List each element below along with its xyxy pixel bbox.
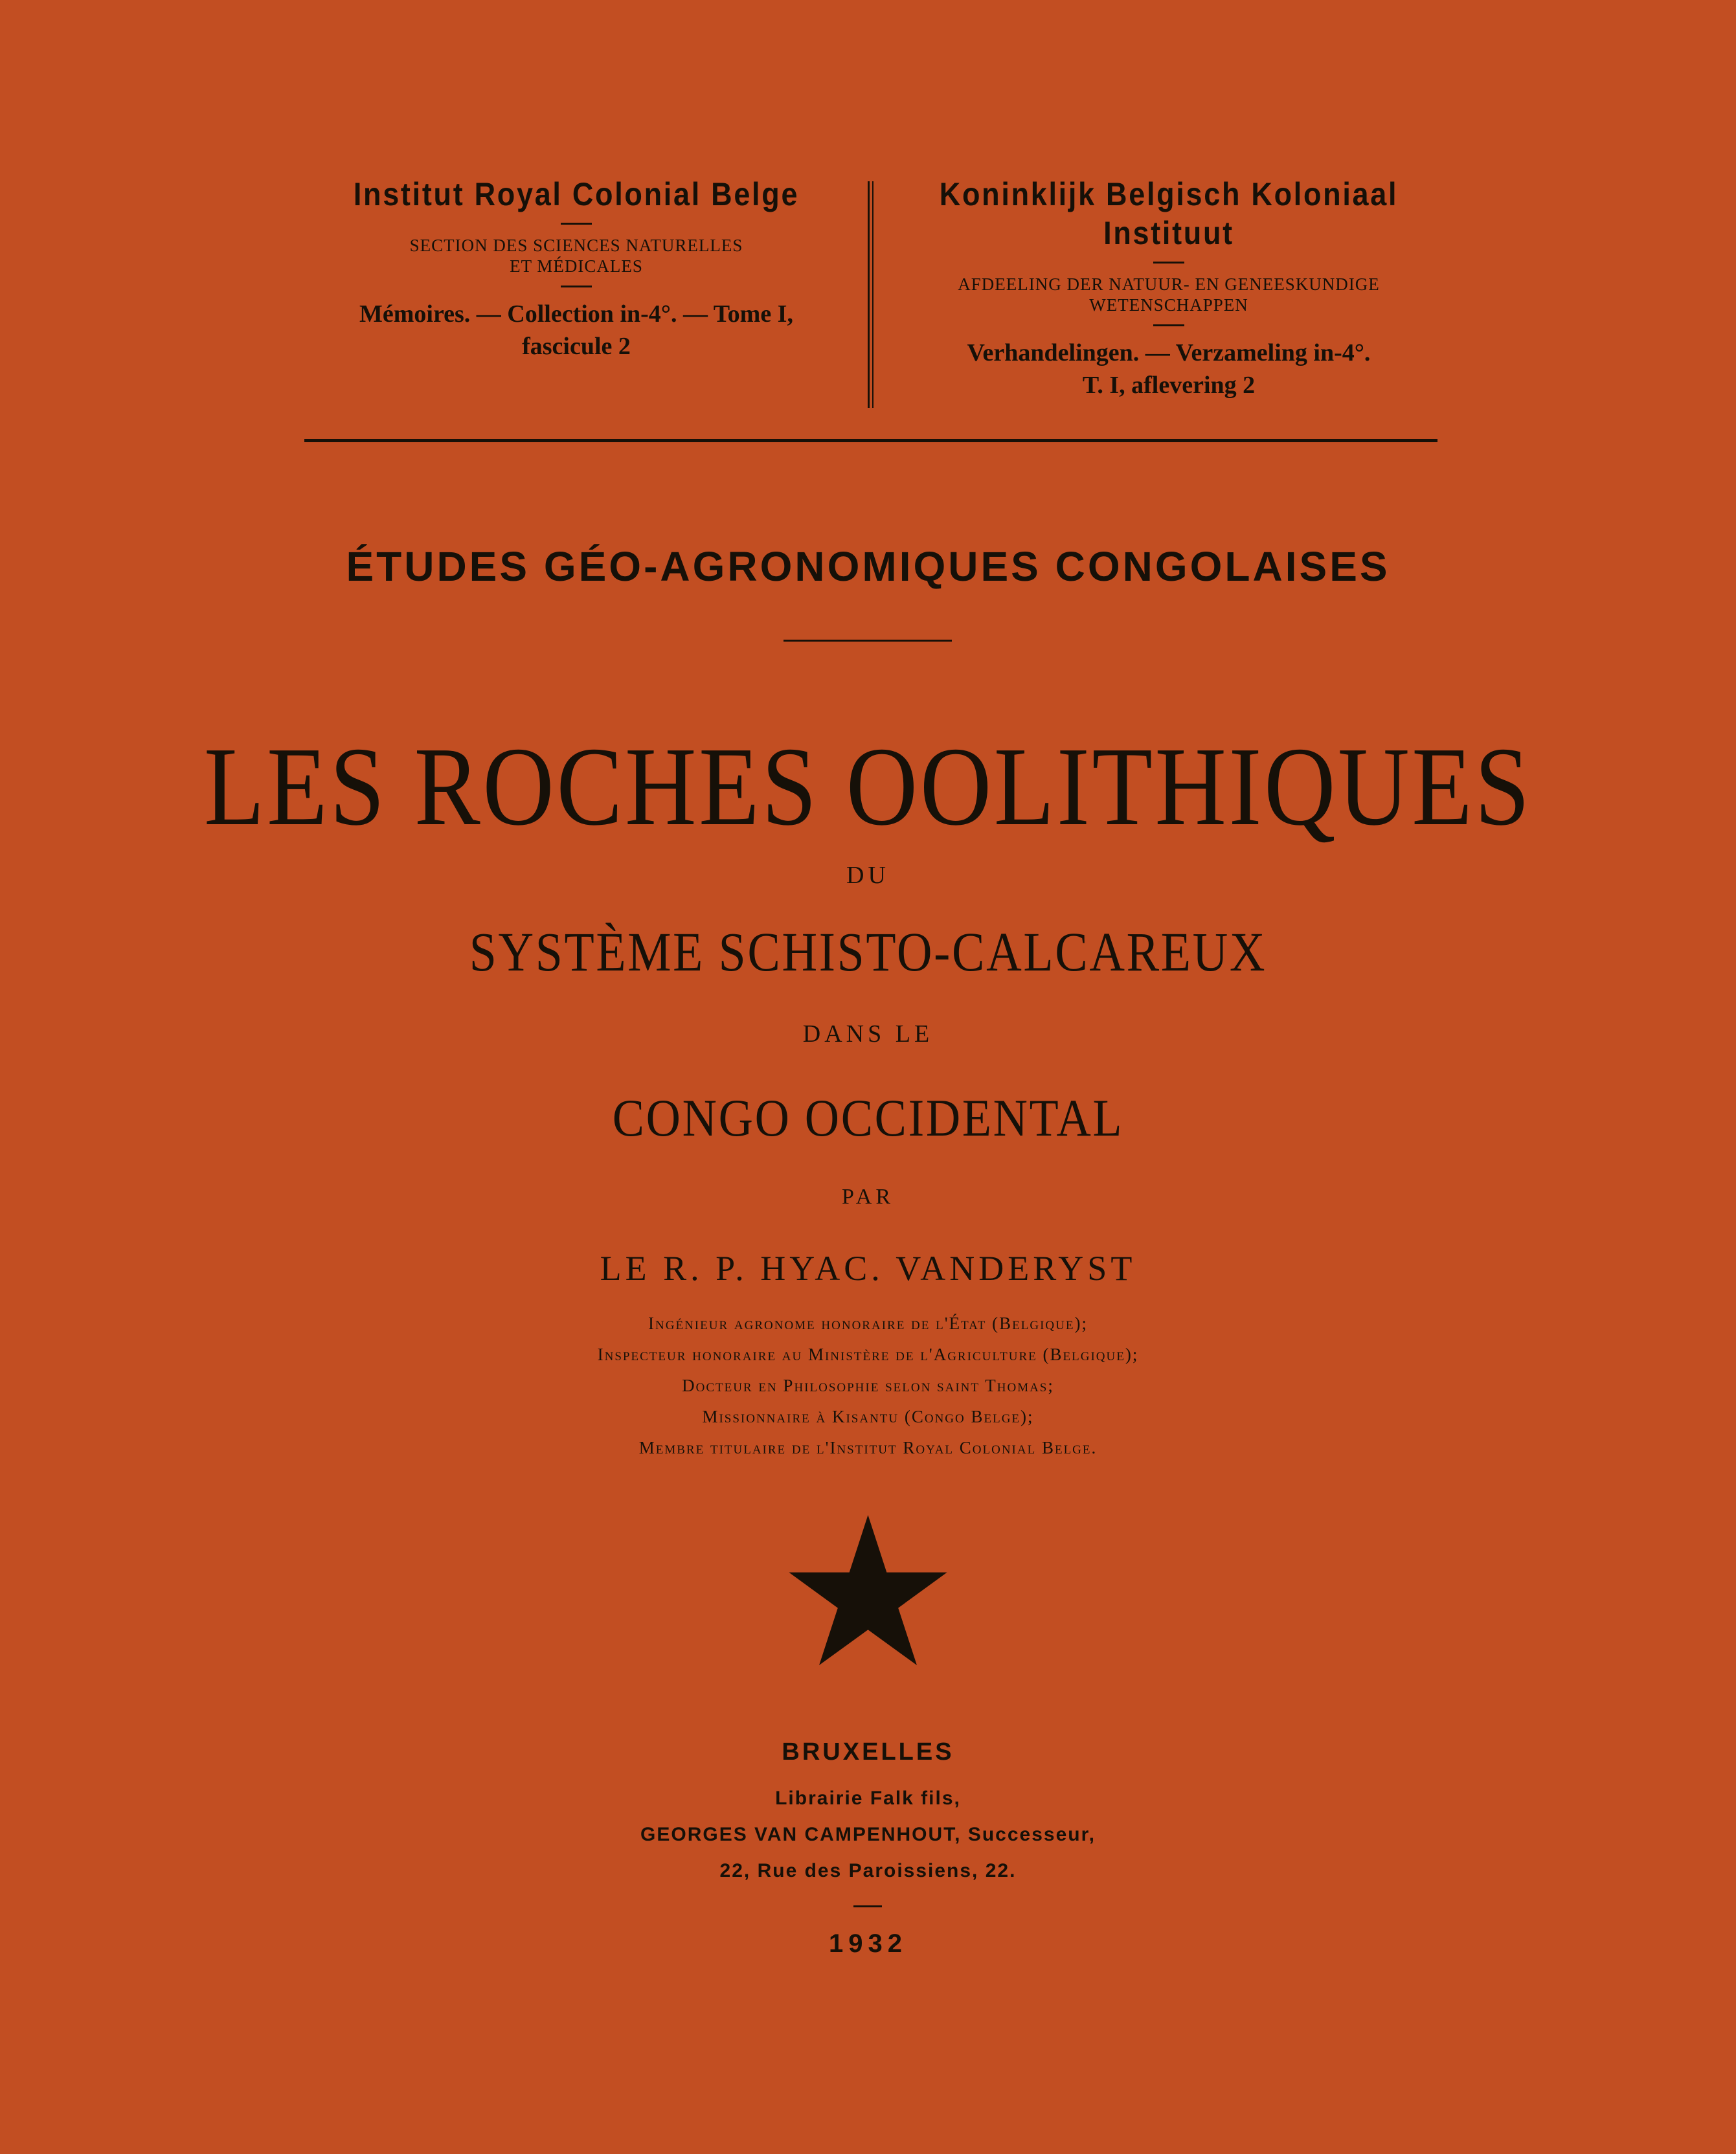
publisher-line-1: Librairie Falk fils, [775, 1788, 961, 1809]
series-line-1-fr: Mémoires. — Collection in-4°. — Tome I, [359, 300, 793, 328]
divider [561, 223, 592, 225]
publisher-line-2: GEORGES VAN CAMPENHOUT, Successeur, [640, 1824, 1096, 1845]
series-title: ÉTUDES GÉO-AGRONOMIQUES CONGOLAISES [346, 543, 1390, 590]
qualification-line: Docteur en Philosophie selon saint Thomas; [682, 1376, 1054, 1395]
institute-name-fr: Institut Royal Colonial Belge [353, 176, 800, 212]
author-name: LE R. P. HYAC. VANDERYST [600, 1249, 1136, 1288]
title-line-2: SYSTÈME SCHISTO-CALCAREUX [469, 921, 1267, 983]
section-line-1-fr: SECTION DES SCIENCES NATURELLES [409, 236, 743, 255]
series-line-1-nl: Verhandelingen. — Verzameling in-4°. [967, 339, 1371, 366]
column-divider [868, 181, 870, 408]
divider [561, 286, 592, 287]
series-line-2-fr: fascicule 2 [522, 333, 631, 360]
star-icon [789, 1515, 947, 1665]
series-line-2-nl: T. I, aflevering 2 [1082, 372, 1256, 399]
section-line-2-nl: WETENSCHAPPEN [1089, 295, 1248, 315]
section-line-2-fr: ET MÉDICALES [510, 256, 643, 276]
title-dans-le: DANS LE [802, 1020, 934, 1048]
qualification-line: Inspecteur honoraire au Ministère de l'Agriculture (Belgique); [597, 1345, 1139, 1364]
divider [1153, 262, 1184, 264]
qualification-line: Ingénieur agronome honoraire de l'État (Belgique); [648, 1314, 1088, 1333]
publisher-line-3: 22, Rue des Paroissiens, 22. [719, 1860, 1017, 1881]
header-right [890, 175, 1447, 401]
title-rule [783, 640, 952, 642]
title-du: DU [846, 862, 890, 889]
author-qualifications [0, 1308, 1736, 1463]
divider [853, 1905, 882, 1907]
publisher-city: BRUXELLES [782, 1738, 954, 1766]
publisher-block [0, 1780, 1736, 1889]
title-par: PAR [841, 1185, 895, 1209]
title-line-3: CONGO OCCIDENTAL [612, 1088, 1124, 1147]
publication-year: 1932 [829, 1929, 907, 1958]
divider [1153, 324, 1184, 326]
header-rule [304, 439, 1437, 442]
main-title: LES ROCHES OOLITHIQUES [204, 724, 1532, 849]
institute-name-nl: Koninklijk Belgisch Koloniaal Instituut [939, 176, 1399, 251]
section-line-1-nl: AFDEELING DER NATUUR- EN GENEESKUNDIGE [958, 275, 1380, 294]
header-left [285, 175, 868, 363]
qualification-line: Missionnaire à Kisantu (Congo Belge); [702, 1407, 1034, 1426]
column-divider [872, 181, 874, 408]
qualification-line: Membre titulaire de l'Institut Royal Colonial Belge. [638, 1438, 1098, 1457]
